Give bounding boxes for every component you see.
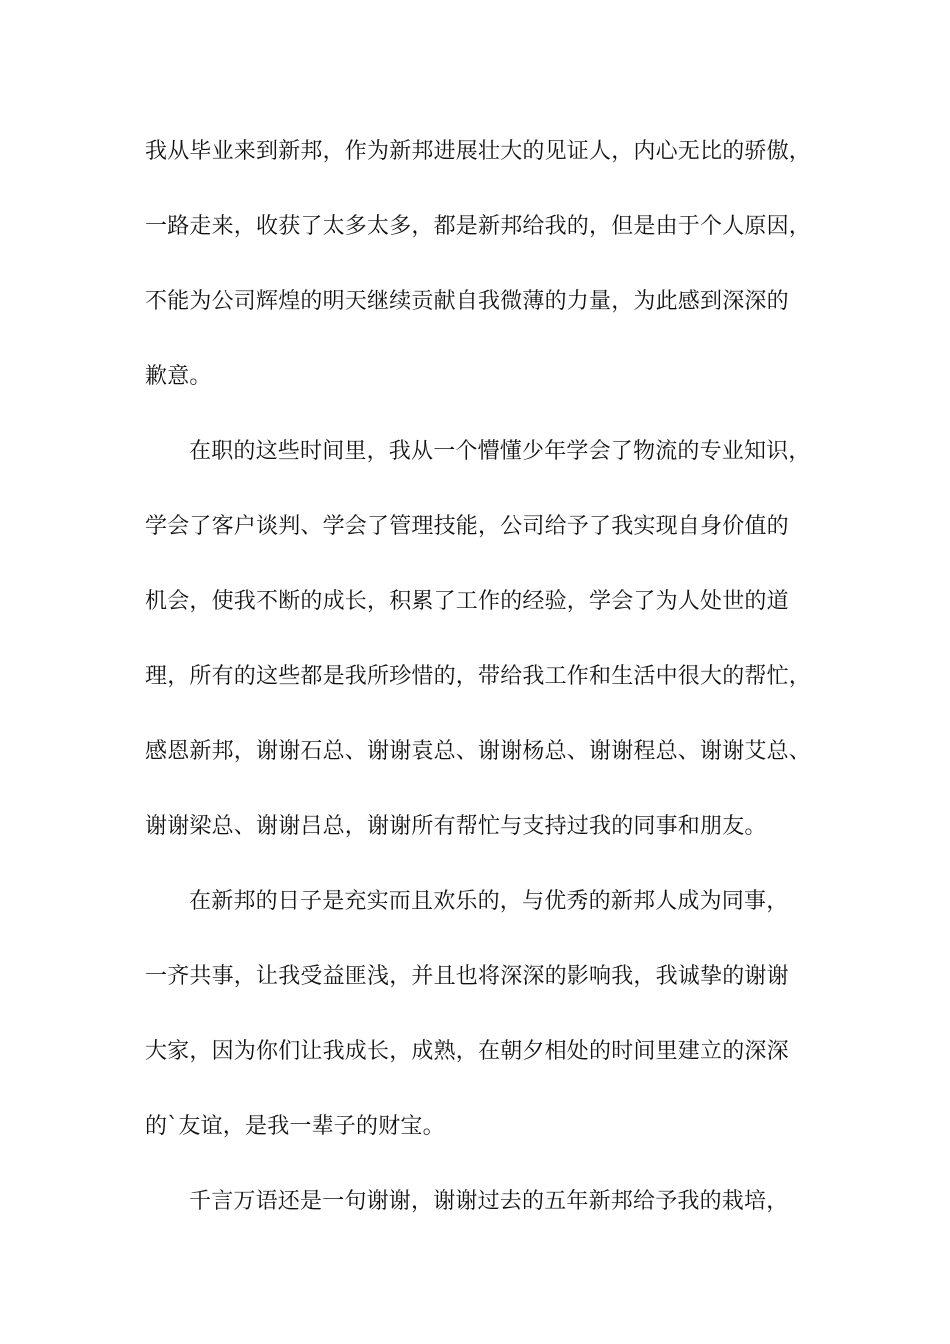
paragraph-3-line-2: 一齐共事，让我受益匪浅，并且也将深深的影响我，我诚挚的谢谢 <box>145 964 789 989</box>
paragraph-1-line-3: 不能为公司辉煌的明天继续贡献自我微薄的力量，为此感到深深的 <box>145 289 789 314</box>
paragraph-3-line-4: 的`友谊，是我一辈子的财宝。 <box>145 1114 445 1139</box>
paragraph-2-line-6: 谢谢梁总、谢谢吕总，谢谢所有帮忙与支持过我的同事和朋友。 <box>145 814 767 839</box>
paragraph-2-line-1: 在职的这些时间里，我从一个懵懂少年学会了物流的专业知识， <box>189 439 811 464</box>
paragraph-1-line-2: 一路走来，收获了太多太多，都是新邦给我的，但是由于个人原因， <box>145 214 812 239</box>
paragraph-2-line-5: 感恩新邦，谢谢石总、谢谢袁总、谢谢杨总、谢谢程总、谢谢艾总、 <box>145 739 812 764</box>
paragraph-3-line-3: 大家，因为你们让我成长，成熟，在朝夕相处的时间里建立的深深 <box>145 1039 789 1064</box>
paragraph-2-line-2: 学会了客户谈判、学会了管理技能，公司给予了我实现自身价值的 <box>145 514 789 539</box>
paragraph-3-line-1: 在新邦的日子是充实而且欢乐的，与优秀的新邦人成为同事， <box>189 889 789 914</box>
paragraph-1-line-1: 我从毕业来到新邦，作为新邦进展壮大的见证人，内心无比的骄傲， <box>145 139 812 164</box>
paragraph-2-line-4: 理，所有的这些都是我所珍惜的，带给我工作和生活中很大的帮忙， <box>145 664 812 689</box>
paragraph-2-line-3: 机会，使我不断的成长，积累了工作的经验，学会了为人处世的道 <box>145 589 789 614</box>
paragraph-1-line-4: 歉意。 <box>145 364 212 389</box>
paragraph-4-line-1: 千言万语还是一句谢谢，谢谢过去的五年新邦给予我的栽培， <box>189 1189 789 1214</box>
